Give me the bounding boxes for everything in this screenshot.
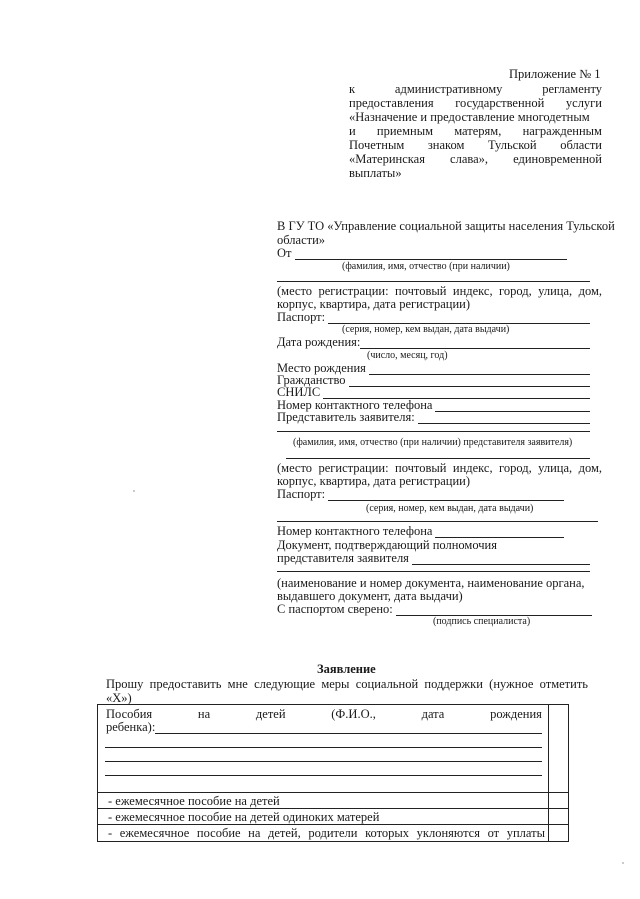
appendix-word: «Назначение и предоставление многодетным [349,110,590,124]
rep-phone-label: Номер контактного телефона [277,524,433,538]
verified-label: С паспортом сверено: [277,602,393,616]
child-info-field[interactable] [106,720,542,734]
benefit-word: детей [255,707,286,721]
rep-registration-hint-1: (место регистрации: почтовый индекс, город, улица, дом, [277,461,602,475]
statement-intro-1: Прошу предоставить мне следующие меры социальной поддержки (нужное отметить [106,677,588,691]
appendix-title: Приложение № 1 [509,67,601,81]
appendix-line [349,166,602,180]
benefit-word: на [197,707,211,721]
addressee-line-1: В ГУ ТО «Управление социальной защиты населения Тульской [277,219,615,233]
appendix-word: области [560,138,602,152]
benefit-row-single-mother[interactable]: - ежемесячное пособие на детей одиноких матерей [108,810,380,824]
appendix-word: приемным [376,124,434,138]
appendix-word: государственной [455,96,545,110]
benefit-word: дата [421,707,445,721]
document-hint-1: (наименование и номер документа, наименование органа, [277,576,585,590]
appendix-word: награжденным [522,124,602,138]
rep-registration-hint-2: корпус, квартира, дата регистрации) [277,474,470,488]
child-info-label: ребенка): [106,720,156,734]
appendix-line [349,138,602,152]
appendix-line [349,124,602,138]
table-divider-1 [97,792,569,793]
appendix-word: регламенту [542,82,602,96]
passport-label: Паспорт: [277,310,326,324]
benefit-word: рождения [490,707,542,721]
appendix-word: Почетным [349,138,405,152]
verified-hint: (подпись специалиста) [433,616,531,627]
from-hint: (фамилия, имя, отчество (при наличии) [342,261,510,272]
snils-field[interactable] [277,385,590,399]
from-label: От [277,246,292,260]
appendix-line [349,82,602,96]
representative-field[interactable] [277,410,590,424]
benefit-word: Пособия [106,707,153,721]
child-info-line-2[interactable] [105,747,542,748]
table-divider-3 [97,824,569,825]
from-extra-line[interactable] [277,281,590,282]
child-info-line-3[interactable] [105,761,542,762]
registration-hint-2: корпус, квартира, дата регистрации) [277,297,470,311]
benefit-row-alimony[interactable]: - ежемесячное пособие на детей, родители которых уклоняются от уплаты [108,826,545,840]
benefit-words [106,707,542,721]
verified-field[interactable] [277,602,592,616]
passport-field[interactable] [277,310,590,324]
rep-phone-field[interactable] [277,524,564,538]
rep-passport-field[interactable] [277,487,564,501]
citizenship-label: Гражданство [277,373,346,387]
representative-label: Представитель заявителя: [277,410,415,424]
birthplace-label: Место рождения [277,361,366,375]
appendix-word: матерям, [454,124,502,138]
appendix-line [349,110,602,124]
appendix-word: «Материнская [349,152,425,166]
rep-passport-label: Паспорт: [277,487,326,501]
benefit-word: (Ф.И.О., [331,707,376,721]
document-label-1: Документ, подтверждающий полномочия [277,538,497,552]
benefits-table-mark-column [548,704,549,842]
appendix-word: единовременной [513,152,602,166]
appendix-word: выплаты» [349,166,402,180]
statement-intro-2: «Х») [106,691,132,705]
appendix-word: знаком [427,138,465,152]
birthdate-label: Дата рождения: [277,335,361,349]
appendix-text [349,82,602,180]
scan-speck [133,490,135,492]
addressee-line-2: области» [277,233,326,247]
benefit-row-monthly[interactable]: - ежемесячное пособие на детей [108,794,280,808]
rep-passport-hint: (серия, номер, кем выдан, дата выдачи) [366,503,534,514]
registration-hint-1: (место регистрации: почтовый индекс, город, улица, дом, [277,284,602,298]
appendix-word: к [349,82,356,96]
appendix-line [349,96,602,110]
phone-label: Номер контактного телефона [277,398,433,412]
document-field[interactable] [277,551,590,565]
appendix-word: услуги [565,96,602,110]
document-label-2: представителя заявителя [277,551,409,565]
appendix-line [349,152,602,166]
birthdate-field[interactable] [277,335,590,349]
appendix-word: административному [394,82,503,96]
document-extra-line[interactable] [277,571,590,572]
statement-title: Заявление [317,662,376,676]
rep-passport-extra-line[interactable] [277,521,598,522]
representative-extra-line[interactable] [277,431,590,432]
snils-label: СНИЛС [277,385,321,399]
birthdate-hint: (число, месяц, год) [367,350,448,361]
scan-speck [622,862,624,864]
appendix-word: Тульской [488,138,537,152]
document-hint-2: выдавшего документ, дата выдачи) [277,589,463,603]
appendix-word: слава», [450,152,489,166]
representative-name-hint: (фамилия, имя, отчество (при наличии) представителя заявителя) [293,437,573,448]
representative-reg-line[interactable] [286,458,590,459]
passport-hint: (серия, номер, кем выдан, дата выдачи) [342,324,510,335]
appendix-word: предоставления [349,96,434,110]
table-divider-2 [97,808,569,809]
child-info-line-4[interactable] [105,775,542,776]
appendix-word: и [349,124,356,138]
from-field[interactable] [277,246,567,260]
